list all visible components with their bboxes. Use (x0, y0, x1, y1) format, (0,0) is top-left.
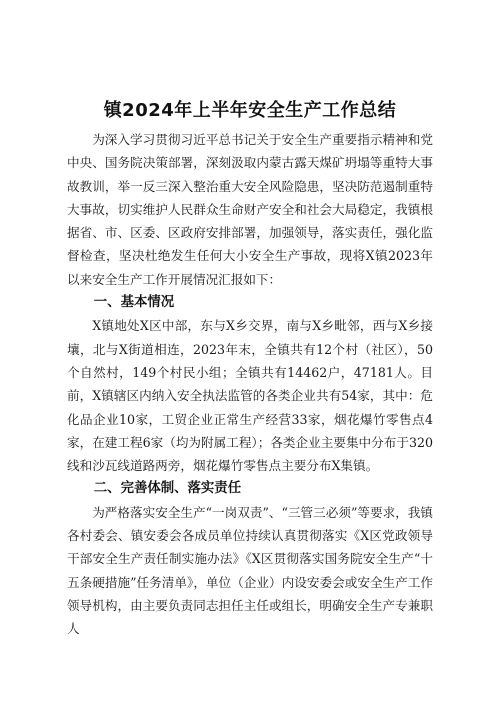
document-title: 镇2024年上半年安全生产工作总结 (103, 100, 397, 121)
section-heading-basic-situation: 一、基本情况 (93, 295, 175, 311)
section-paragraph-basic-situation: X镇地处X区中部，东与X乡交界，南与X乡毗邻，西与X乡接壤，北与X街道相连，2023年末，全镇共有12个村（社区），50个自然村，149个村民小组；全镇共有14462户，47181人。目前，X镇辖区内纳入安全执法监管的各类企业共有54家，其中：危化品企业10家，工贸企业正常生产经营33家，烟花爆竹零售点4家，在建工程6家（均为附属工程）；各类企业主要集中分布于320线和沙瓦线道路两旁，烟花爆竹零售点主要分布X集镇。 (67, 318, 433, 474)
section-paragraph-responsibility: 为严格落实安全生产“一岗双责”、“三管三必须”等要求，我镇各村委会、镇安委会各成员单位持续认真贯彻落实《X区党政领导干部安全生产责任制实施办法》《X区贯彻落实国务院安全生产“十五条硬措施”任务清单》，单位（企业）内设安委会或安全生产工作领导机构，由主要负责同志担任主任或组长，明确安全生产专兼职人 (67, 504, 433, 637)
document-body (67, 128, 433, 641)
section-heading-responsibility: 二、完善体制、落实责任 (93, 481, 242, 497)
intro-paragraph: 为深入学习贯彻习近平总书记关于安全生产重要指示精神和党中央、国务院决策部署，深刻汲取内蒙古露天煤矿坍塌等重特大事故教训，举一反三深入整治重大安全风险隐患，坚决防范遏制重特大事故，切实维护人民群众生命财产安全和社会大局稳定，我镇根据省、市、区委、区政府安排部署，加强领导，落实责任，强化监督检查，坚决杜绝发生任何大小安全生产事故，现将X镇2023年以来安全生产工作开展情况汇报如下： (67, 132, 433, 287)
